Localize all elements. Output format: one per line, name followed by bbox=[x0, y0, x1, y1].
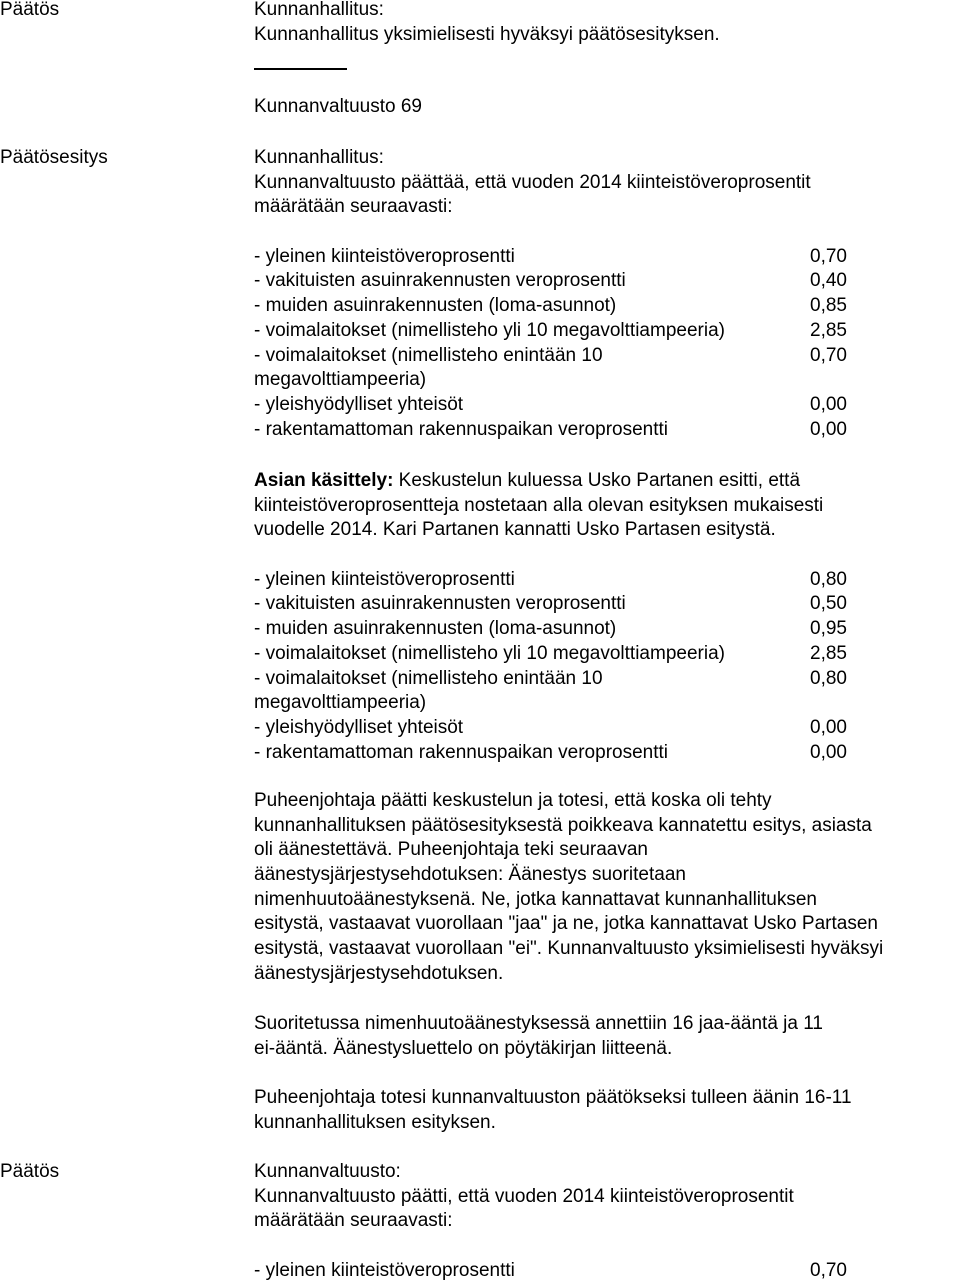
proposal-heading: Kunnanhallitus: bbox=[254, 147, 384, 168]
discussion-text: Keskustelun kuluessa Usko Partanen esitti, että bbox=[393, 470, 801, 491]
proposal-rate-list bbox=[254, 245, 954, 443]
paragraph-line: äänestysjärjestysehdotuksen. bbox=[254, 962, 504, 984]
rate-row bbox=[254, 294, 954, 319]
paragraph-line: oli äänestettävä. Puheenjohtaja teki seuraavan bbox=[254, 839, 648, 861]
rate-label: - voimalaitokset (nimellisteho yli 10 megavolttiampeeria) bbox=[254, 642, 725, 664]
rate-value: 0,80 bbox=[810, 568, 847, 590]
discussion-line: vuodelle 2014. Kari Partanen kannatti Usko Partasen esitystä. bbox=[254, 519, 776, 541]
voting-paragraph bbox=[254, 789, 954, 987]
discussion-block bbox=[254, 469, 954, 765]
rate-row bbox=[254, 319, 954, 344]
board-heading: Kunnanhallitus: bbox=[254, 0, 384, 20]
separator-line bbox=[254, 68, 347, 70]
proposal-intro-line: määrätään seuraavasti: bbox=[254, 196, 453, 218]
proposal-intro-line: Kunnanvaltuusto päättää, että vuoden 2014 kiinteistöveroprosentit bbox=[254, 171, 811, 193]
rate-label: - yleishyödylliset yhteisöt bbox=[254, 716, 464, 738]
rate-row bbox=[254, 418, 954, 443]
rate-label: - muiden asuinrakennusten (loma-asunnot) bbox=[254, 295, 617, 317]
council-decision-intro-line: määrätään seuraavasti: bbox=[254, 1210, 453, 1232]
rate-label: - yleishyödylliset yhteisöt bbox=[254, 393, 464, 415]
discussion-bold-label: Asian käsittely: bbox=[254, 470, 394, 491]
rate-label: - muiden asuinrakennusten (loma-asunnot) bbox=[254, 618, 617, 640]
rate-value: 0,80 bbox=[810, 667, 847, 689]
rate-value: 2,85 bbox=[810, 642, 847, 664]
paragraph-line: kunnanhallituksen esityksen. bbox=[254, 1111, 496, 1133]
rate-label: - yleinen kiinteistöveroprosentti bbox=[254, 245, 515, 267]
rate-label: - rakentamattoman rakennuspaikan veroprosentti bbox=[254, 418, 669, 440]
rate-row bbox=[254, 592, 954, 617]
council-decision-block bbox=[254, 1160, 954, 1283]
rate-row bbox=[254, 716, 954, 741]
paragraph-line: esitystä, vastaavat vuorollaan "jaa" ja ne, jotka kannattavat Usko Partasen bbox=[254, 913, 878, 935]
rate-value: 0,00 bbox=[810, 716, 847, 738]
rate-value: 0,70 bbox=[810, 245, 847, 267]
board-decision bbox=[254, 0, 960, 47]
paragraph-line: Puheenjohtaja päätti keskustelun ja totesi, että koska oli tehty bbox=[254, 790, 772, 811]
rate-row bbox=[254, 393, 954, 418]
rate-value: 0,70 bbox=[810, 344, 847, 366]
rate-value: 2,85 bbox=[810, 319, 847, 341]
rate-row bbox=[254, 741, 954, 766]
paragraph-line: esitystä, vastaavat vuorollaan "ei". Kunnanvaltuusto yksimielisesti hyväksyi bbox=[254, 938, 884, 960]
rate-label: - voimalaitokset (nimellisteho enintään 10 megavolttiampeeria) bbox=[254, 667, 603, 714]
rate-row bbox=[254, 1259, 954, 1284]
vote-result-paragraph bbox=[254, 1012, 954, 1061]
rate-value: 0,40 bbox=[810, 270, 847, 292]
paragraph-line: Suoritetussa nimenhuutoäänestyksessä annettiin 16 jaa-ääntä ja 11 bbox=[254, 1013, 823, 1034]
rate-label: - rakentamattoman rakennuspaikan veroprosentti bbox=[254, 741, 669, 763]
paragraph-line: Puheenjohtaja totesi kunnanvaltuuston päätökseksi tulleen äänin 16-11 bbox=[254, 1087, 852, 1108]
rate-value: 0,95 bbox=[810, 618, 847, 640]
council-heading: Kunnanvaltuusto 69 bbox=[254, 96, 422, 117]
rate-value: 0,85 bbox=[810, 295, 847, 317]
rate-row bbox=[254, 344, 954, 393]
board-decision-text: Kunnanhallitus yksimielisesti hyväksyi päätösesityksen. bbox=[254, 23, 720, 45]
rate-row bbox=[254, 642, 954, 667]
paragraph-line: nimenhuutoäänestyksenä. Ne, jotka kannattavat kunnanhallituksen bbox=[254, 888, 817, 910]
rate-value: 0,70 bbox=[810, 1259, 847, 1281]
counterproposal-rate-list bbox=[254, 568, 954, 766]
paragraph-line: äänestysjärjestysehdotuksen: Äänestys suoritetaan bbox=[254, 864, 686, 886]
rate-row bbox=[254, 568, 954, 593]
council-decision-heading: Kunnanvaltuusto: bbox=[254, 1161, 401, 1182]
section-label-decision-council: Päätös bbox=[0, 1161, 60, 1182]
rate-value: 0,00 bbox=[810, 741, 847, 763]
rate-label: - yleinen kiinteistöveroprosentti bbox=[254, 568, 515, 590]
section-label-proposal: Päätösesitys bbox=[0, 147, 108, 168]
rate-value: 0,00 bbox=[810, 418, 847, 440]
rate-label: - yleinen kiinteistöveroprosentti bbox=[254, 1259, 515, 1281]
rate-row bbox=[254, 667, 954, 716]
council-decision-intro-line: Kunnanvaltuusto päätti, että vuoden 2014 kiinteistöveroprosentit bbox=[254, 1185, 794, 1207]
rate-label: - vakituisten asuinrakennusten veroprosentti bbox=[254, 270, 626, 292]
paragraph-line: ei-ääntä. Äänestysluettelo on pöytäkirjan liitteenä. bbox=[254, 1037, 673, 1059]
rate-value: 0,00 bbox=[810, 393, 847, 415]
rate-value: 0,50 bbox=[810, 593, 847, 615]
proposal-block bbox=[254, 146, 954, 442]
paragraph-line: kunnanhallituksen päätösesityksestä poikkeava kannatettu esitys, asiasta bbox=[254, 814, 872, 836]
discussion-line: kiinteistöveroprosentteja nostetaan alla olevan esityksen mukaisesti bbox=[254, 494, 824, 516]
chair-conclusion-paragraph bbox=[254, 1086, 954, 1135]
rate-label: - vakituisten asuinrakennusten veroprosentti bbox=[254, 593, 626, 615]
section-label-decision-board: Päätös bbox=[0, 0, 60, 20]
rate-row bbox=[254, 269, 954, 294]
discussion-line bbox=[254, 469, 954, 494]
rate-label: - voimalaitokset (nimellisteho enintään 10 megavolttiampeeria) bbox=[254, 344, 603, 391]
rate-row bbox=[254, 617, 954, 642]
rate-row bbox=[254, 245, 954, 270]
rate-label: - voimalaitokset (nimellisteho yli 10 megavolttiampeeria) bbox=[254, 319, 725, 341]
